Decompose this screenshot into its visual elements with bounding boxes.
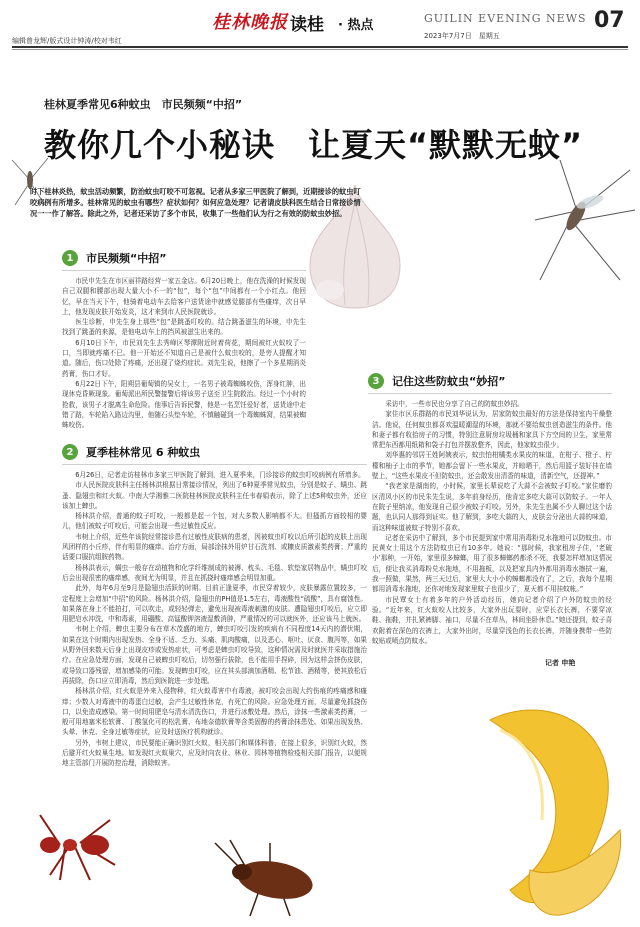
paragraph: 市民覃女士有着多年的户外活动经历，她向记者介绍了户外防蚊虫的经验。“近年来，红火蚁咬人比较多，大家外出玩耍时，应穿长衣长裤，不要穿凉鞋、拖鞋，并扎紧裤脚、袖口，尽量不在草丛，林间坐卧休息。”她还提到，蚊子喜欢附着在深色的衣裤上，大家外出时，尽量穿浅色的长衣长裤，并随身携带一些防蚊贴或喷点防蚊水。: [372, 595, 612, 645]
paragraph: 家住市区乐群路的市民刘华说认为，居家防蚊虫最好的方法是保持室内干燥整洁。他说，任何蚊虫都喜欢温暖潮湿的环境，那就不要给蚊虫创造滋生的条件。他和妻子都有收拾房子的习惯，特别注意厨房垃圾桶和家具下方空间的卫生，家里常常把东西都用纸箱和袋子打包并摆放整齐，因此，他家蚊虫很少。: [372, 410, 612, 450]
paragraph: 采访中，一些市民也分享了自己的防蚊虫妙招。: [385, 400, 524, 408]
paragraph: 杨林洪表示，螨虫一般存在动植物和化学纤维制成的被褥、枕头、毛毯、软垫家居物品中，螨虫叮咬后会出现很密的瘙痒感，夜间尤为明显，并且在抓挠时瘙痒感会明显加重。: [62, 563, 367, 582]
citrus-peel-illustration: [470, 690, 630, 920]
section-3-heading: [368, 373, 505, 389]
paragraph: 医生诊断，申先生身上那些“包”是跳蚤叮咬的。结合跳蚤滋生的环境，申先生找到了跳蚤的来源，是他电动车上的挡风被滋生出来的。: [62, 318, 306, 337]
section-2-rule: [62, 464, 367, 465]
cockroach-icon: [210, 838, 330, 918]
header-rule: [12, 46, 628, 48]
section-1-number: 1: [62, 250, 78, 266]
paragraph: 杨林洪介绍，红火蚁是外来入侵物种，红火蚁毒害中有毒液，被叮咬会出现大约伤痕的疼痛感和瘙痒；少数人对毒液中的毒蛋白过敏，会产生过敏性休克，有死亡的风险。应急处理方面，尽量避免抓挠伤口，以免造成感染。第一时间用肥皂与清水清洗伤口，并进行冰敷处理。然后，涂抹一些激素类药膏，一般可用地塞米松软膏、丁酸氢化可的松乳膏、布地奈德软膏等含类固醇的药膏涂抹患处。如果出现发热、头晕、休克、全身过敏等症状，应及时送医疗机构就诊。: [62, 687, 367, 737]
paragraph: 另外，韦树上建议，市民要能正确识别红火蚁，相关部门和媒体科普，在接上很多，识别红火蚁，然后避开红火蚁巢生地。如发现红火蚁巢穴，应及时向农业、林业、园林等植物检疫相关部门报告，以便规地主管部门开展防控治理，消除蚁害。: [62, 738, 367, 768]
section-2-body: [62, 470, 367, 769]
mosquito-icon: [520, 150, 638, 290]
paragraph: 6月26日，记者走访桂林市多家三甲医院了解到，进入夏季来，门诊接诊的蚊虫叮咬病例有所增多。: [75, 471, 365, 479]
fire-ant-icon: [20, 805, 130, 885]
article-lead: 时下桂林炎热，蚊虫活动频繁，防治蚊虫叮咬不可忽视。记者从多家三甲医院了解到，近期接诊的蚊虫叮咬病例有所增多。桂林常见的蚊虫有哪些？症状如何？如何应急处理？记者请皮肤科医生结合日常接诊情况一一作了解答。除此之外，记者还采访了多个市民，收集了一些他们认为行之有效的防蚊虫妙招。: [30, 187, 361, 218]
paper-name: 桂林晚报: [212, 12, 288, 33]
section-1-heading: [62, 250, 166, 266]
page-number: 07: [594, 8, 625, 33]
article-title: 教你几个小秘诀 让夏天“默默无蚊”: [44, 126, 584, 164]
paragraph: 此外，每年6月至9月是隐翅虫活跃的时期。目前正逢夏季，市民穿着较少，皮肤暴露位置较多，一定程度上会增加“中招”的风险。杨林洪介绍，隐翅虫的PH值是1.5左右，毒液酸性“硫酸”，具有腐蚀性。如果落在身上不能拍打，可以吹走，或轻轻弹走，避免出现被毒液刺激的皮肤。遭隐翅虫叮咬后，应立即用肥皂水冲洗，中和毒素，用硼酸、高锰酸钾溶液湿敷消肿，严重情况的可以就医外，还应该马上就医。: [62, 584, 367, 624]
section-2-heading: [62, 444, 200, 460]
edit-credit-line: 编辑曾龙辉/版式设计钟涛/校对韦红: [12, 37, 122, 45]
issue-date: 2023年7月7日 星期五: [424, 32, 500, 40]
paragraph: 市人民医院皮肤科主任杨林洪根据日常接诊情况，列出了6种夏季常见蚊虫，分别是蚊子、螨虫、跳蚤、隐翅虫和红火蚁。中南大学湘雅二医院桂林医院皮肤科主任韦春娟表示，除了上述5种蚊虫外，还应该加上蜱虫。: [62, 481, 367, 510]
paragraph: 记者在采访中了解到，多个市民提到家中常用消毒粉兑水拖地可以防蚊虫。市民黄女士用这个方法防蚊虫已有10多年。她说：“那时候，我家租房子住，‘老破小’那种，一开始，家里很多蟑螂，用了很多蟑螂药都杀不死，我要怎样增加这情况后，便让我买消毒粉兑水拖地，不用拖板，以及把家具内外都用消毒水擦拭一遍，我一照做，果然，两三天过后，家里大大小小的蟑螂都没有了，之后，我每个星期都用消毒水拖地，还你对地发现家里蚊子也很少了，夏天都不用挂蚊帐。”: [372, 533, 612, 594]
section-subtitle: · 热点: [338, 18, 374, 33]
section-name: 读桂: [290, 15, 324, 35]
paragraph: “我老家是湖南的，小时候，家里长辈说吃了大蒜不会被蚊子叮咬。”家住磨豹区清风小区的市民朱先生说，多年前身经历，他肯定多吃大蒜可以防蚊子。一年人在院子里纳凉，他发现自己很少被蚊子叮咬。另外，朱先生也属不少人聊过这个话题，也认同人那得到证实。他了解到，多吃大蒜的人，皮肤会分泌出大蒜的味道，而这种味道被蚊子特别不喜欢。: [372, 482, 612, 532]
section-3-rule: [368, 393, 612, 394]
article-kicker: 桂林夏季常见6种蚊虫 市民频频“中招”: [44, 98, 243, 111]
section-2-title: 夏季桂林常见 6 种蚊虫: [86, 446, 201, 459]
section-3-number: 3: [368, 373, 384, 389]
masthead: [0, 0, 640, 44]
paragraph: 市民申先生在市区丽祥路经营一家五金店。6月20日晚上，他在洗澡的时候发现自己双腿和腰部出现大量大小不一的“包”，每个“包”中间都有一个小红点。他回忆，早在当天下午，他骑着电动车去给客户送货途中就感觉腿部有些瘙痒，次日早上，他发现皮肤开始发炎，这才来到市人民医院就诊。: [62, 277, 306, 316]
section-3-body: [372, 399, 612, 646]
paragraph: 杨林洪介绍，普通的蚊子叮咬，一般都是起一个包，对大多数人影响都不大。但搔抓方面较相的婴儿，他们被蚊子叮咬后，可能会出现一些过敏性反应。: [62, 512, 367, 531]
paragraph: 6月22日下午，阳朔县葡萄镇的吴女士，一名男子被毒蜘蛛咬伤，浑身红肿，出现休克昏厥现象。葡萄派出所民警接警后将该男子送至卫生院救治。经过一个小时的抢救，该男子才脱离生命危险。他事后告诉民警，他是一名烹饪爱好者，送货途中走错了路，车轮陷入路边沟里，他随石头垫车轮，不慎触碰到一个毒蜘蛛窝，结果被蜘蛛咬伤。: [62, 379, 306, 430]
paper-english-name: GUILIN EVENING NEWS: [424, 12, 587, 25]
paragraph: 韦树上介绍，近些年该院经常接诊患有过敏性皮肤病的患者，因被蚊虫叮咬以后所引起的皮肤上出现风团样的小丘疹，伴有明显的瘙痒。治疗方面，局部涂抹外用炉甘石洗剂、或糠皮质激素类药膏；严重的话要口服抗组胺药物。: [62, 532, 367, 562]
section-1-body: [62, 276, 306, 430]
section-1-title: 市民频频“中招”: [86, 252, 167, 265]
section-1-rule: [62, 270, 306, 271]
section-3-title: 记住这些防蚊虫“妙招”: [392, 375, 506, 388]
section-2-number: 2: [62, 444, 78, 460]
paragraph: 刘华惠的邻居王姓阿姨表示，蚊虫怕柑橘类水果皮的味道，在柑子、橙子、柠檬和柚子上市的季节，她都会留下一些水果皮，并晾晒干，然后用篮子装好挂在墙壁上，“这些水果皮不但防蚊虫，还会散发出清香的味道，清新空气，还提神。”: [372, 451, 612, 481]
header-rule-thin: [12, 49, 628, 50]
paragraph: 韦树上介绍，蜱虫主要分布在草木茂盛的地方，蜱虫叮咬引发的疾病有不同程度14天内的潜伏期，如果在这个时期内出现发热、全身不适、乏力、头痛、肌肉酸痛，以及恶心、呕吐、厌食、腹泻等，如果从野外回来数天后身上出现皮疹或发热症状，可考虑是蜱虫叮咬导致，这种情况需及时就医并采取措施治疗。在应急处理方面，发现自己被蜱虫叮咬后，切勿强行拔除，也不能用手捏碎，因为这样会挤伤皮肤，或导致口器残留，增加感染的可能。发现蜱虫叮咬，应在其头部滴加酒精、松节油、酒精等，使其放松后再拔除，伤口应立即消毒，然后到医院进一步处理。: [62, 625, 367, 685]
paragraph: 6月10日下午，市民刘先生去秀峰区琴潭附近时着荷花，期间被红火蚁咬了一口，当即就疼痛不已。他一开始还不知道自己是被什么蚊虫咬的，是旁人提醒才知道。随后，伤口处除了疼痛，还出现了烧灼症状。刘先生说，他擦了一个多星期消炎药膏，伤口才好。: [62, 338, 306, 378]
reporter-byline: 记者 申艳: [545, 659, 576, 667]
